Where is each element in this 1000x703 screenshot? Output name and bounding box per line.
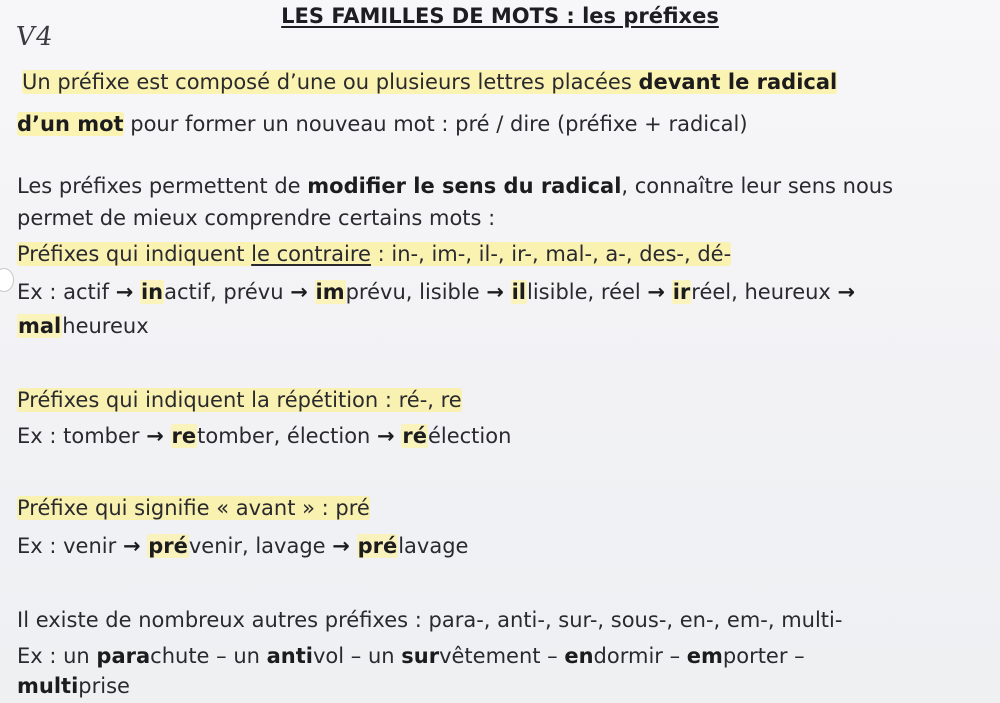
avant-example: Ex : venir → prévenir, lavage → prélavage [17, 534, 469, 558]
contraire-label: Préfixes qui indiquent le contraire : in-, im-, il-, ir-, mal-, a-, des-, dé- [17, 242, 732, 266]
arrow-icon: → [486, 280, 504, 304]
repetition-label: Préfixes qui indiquent la répétition : ré-, re [17, 388, 462, 412]
intro-line-2: permet de mieux comprendre certains mots : [17, 206, 496, 230]
punch-hole [0, 268, 14, 292]
repetition-example: Ex : tomber → retomber, élection → réélection [17, 424, 512, 448]
page-title [0, 4, 1000, 28]
corner-mark: V4 [13, 22, 56, 52]
arrow-icon: → [837, 280, 856, 304]
autres-example-cont: multiprise [17, 674, 130, 698]
definition-line-1: Un préfixe est composé d’une ou plusieurs lettres placées devant le radical [22, 70, 838, 94]
arrow-icon: → [377, 424, 395, 448]
autres-label: Il existe de nombreux autres préfixes : para-, anti-, sur-, sous-, en-, em-, multi- [17, 608, 843, 632]
arrow-icon: → [115, 280, 134, 304]
contraire-example-cont: malheureux [18, 314, 149, 338]
arrow-icon: → [332, 534, 350, 558]
definition-line-2: d’un mot pour former un nouveau mot : pré / dire (préfixe + radical) [17, 112, 748, 136]
page-title-text: LES FAMILLES DE MOTS : les préfixes [281, 4, 719, 28]
avant-label: Préfixe qui signifie « avant » : pré [17, 496, 370, 520]
arrow-icon: → [122, 534, 141, 558]
arrow-icon: → [146, 424, 164, 448]
arrow-icon: → [647, 280, 666, 304]
contraire-example: Ex : actif → inactif, prévu → imprévu, lisible → illisible, réel → irréel, heureux → [17, 280, 856, 304]
autres-example: Ex : un parachute – un antivol – un survêtement – endormir – emporter – [17, 644, 805, 668]
arrow-icon: → [290, 280, 308, 304]
intro-line-1: Les préfixes permettent de modifier le sens du radical, connaître leur sens nous [17, 174, 894, 198]
